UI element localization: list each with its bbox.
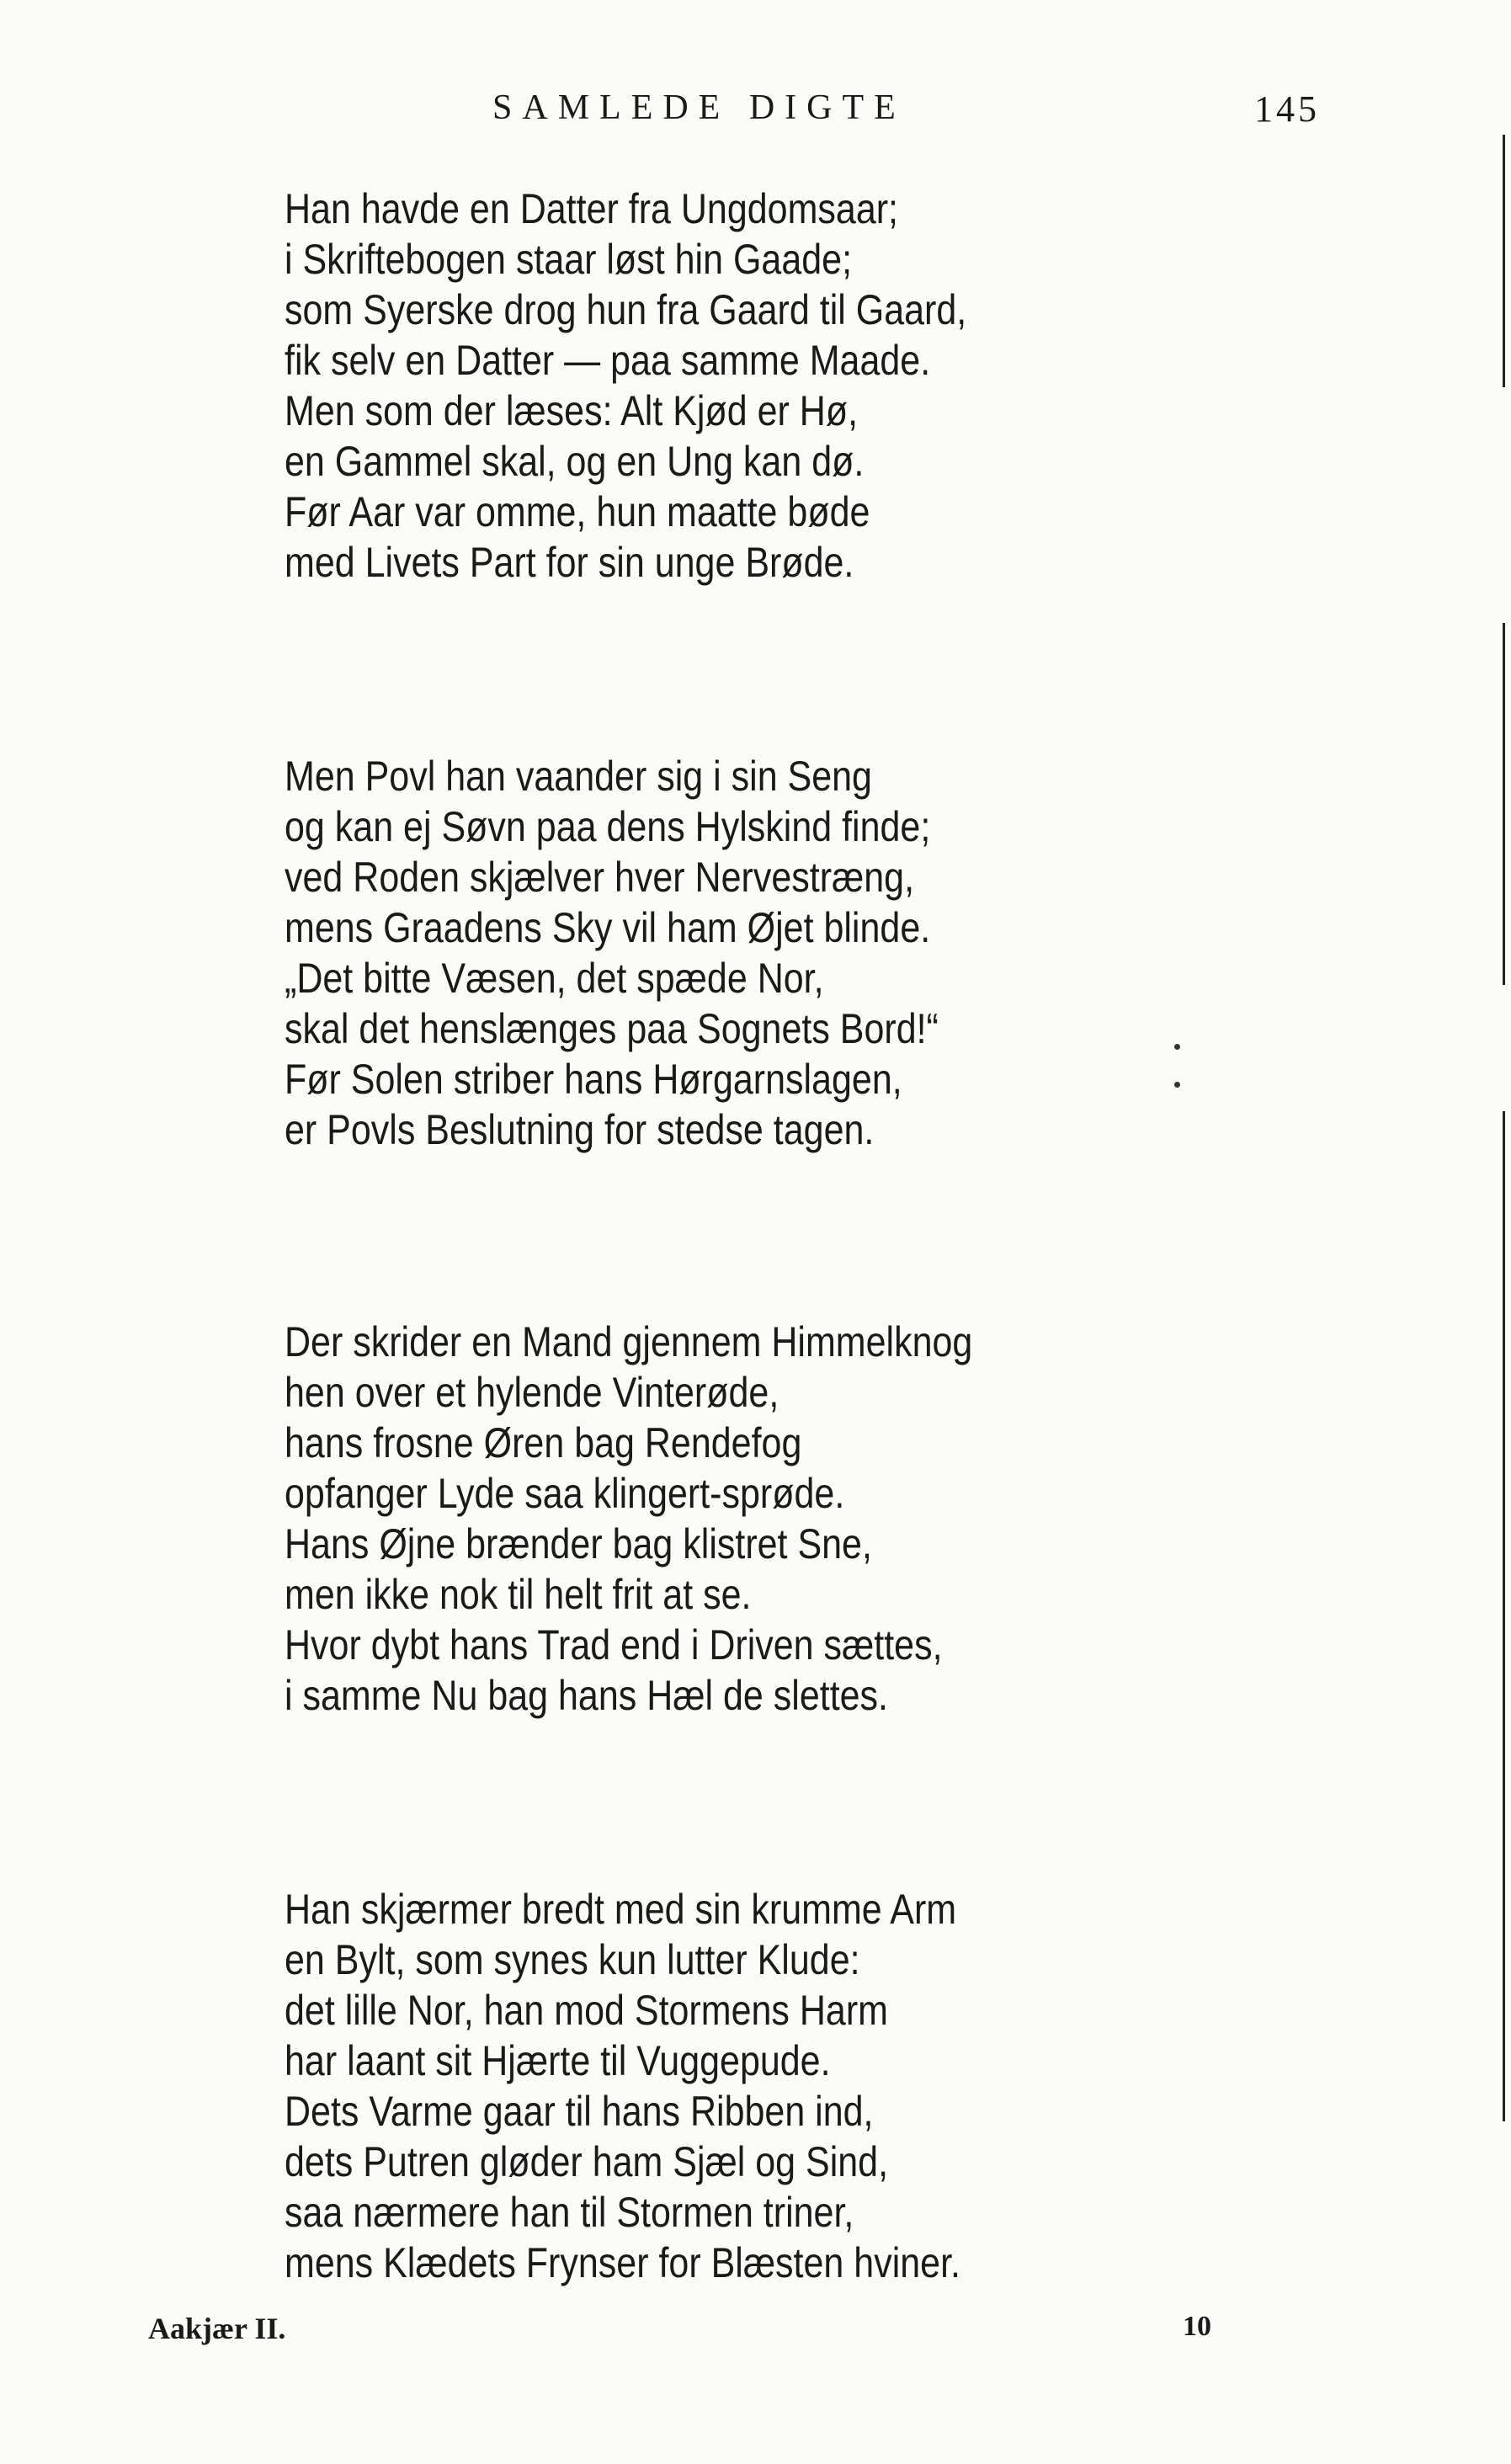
poem-line: mens Graadens Sky vil ham Øjet blinde. <box>285 904 931 951</box>
ink-speck <box>1174 1044 1180 1050</box>
page-number: 145 <box>1254 88 1320 130</box>
poem-line: Han havde en Datter fra Ungdomsaar; <box>285 185 899 232</box>
poem-line: har laant sit Hjærte til Vuggepude. <box>285 2037 831 2084</box>
poem-line: en Bylt, som synes kun lutter Klude: <box>285 1936 860 1983</box>
poem-line: og kan ej Søvn paa dens Hylskind finde; <box>285 803 931 850</box>
running-title: SAMLEDE DIGTE <box>492 88 906 127</box>
stanza-4 <box>285 1884 1210 2288</box>
poem-line: med Livets Part for sin unge Brøde. <box>285 539 854 586</box>
poem-line: en Gammel skal, og en Ung kan dø. <box>285 438 865 485</box>
poem-line: Før Solen striber hans Hørgarnslagen, <box>285 1056 902 1103</box>
poem-line: Men Povl han vaander sig i sin Seng <box>285 753 872 800</box>
poem-line: saa nærmere han til Stormen triner, <box>285 2189 854 2236</box>
poem-line: fik selv en Datter — paa samme Maade. <box>285 337 931 384</box>
signature-mark: Aakjær II. <box>148 2312 286 2345</box>
poem-line: „Det bitte Væsen, det spæde Nor, <box>285 955 824 1002</box>
poem-line: Før Aar var omme, hun maatte bøde <box>285 488 870 535</box>
sheet-number: 10 <box>1183 2311 1211 2342</box>
stanza-1 <box>285 184 1210 588</box>
poem-line: Der skrider en Mand gjennem Himmelknog <box>285 1318 973 1365</box>
poem-line: hen over et hylende Vinterøde, <box>285 1369 779 1416</box>
poem-line: opfanger Lyde saa klingert-sprøde. <box>285 1470 845 1517</box>
poem-line: Hvor dybt hans Trad end i Driven sættes, <box>285 1621 943 1668</box>
poem-line: som Syerske drog hun fra Gaard til Gaard, <box>285 286 967 333</box>
ink-speck <box>1174 1082 1180 1088</box>
scan-edge-line <box>1503 623 1505 985</box>
poem-line: Han skjærmer bredt med sin krumme Arm <box>285 1886 957 1933</box>
poem-line: skal det henslænges paa Sognets Bord!“ <box>285 1005 939 1052</box>
poem-line: ved Roden skjælver hver Nervestræng, <box>285 854 915 901</box>
poem-line: i samme Nu bag hans Hæl de slettes. <box>285 1672 888 1719</box>
poem-line: Hans Øjne brænder bag klistret Sne, <box>285 1520 872 1567</box>
poem-line: Dets Varme gaar til hans Ribben ind, <box>285 2088 874 2135</box>
poem-line: i Skriftebogen staar løst hin Gaade; <box>285 236 853 283</box>
poem-line: men ikke nok til helt frit at se. <box>285 1571 752 1618</box>
poem-line: det lille Nor, han mod Stormens Harm <box>285 1987 888 2034</box>
poem-line: dets Putren gløder ham Sjæl og Sind, <box>285 2138 889 2185</box>
scan-edge-line <box>1503 135 1505 387</box>
poem-line: hans frosne Øren bag Rendefog <box>285 1419 802 1466</box>
stanza-2 <box>285 751 1210 1155</box>
poem-line: mens Klædets Frynser for Blæsten hviner. <box>285 2239 960 2286</box>
poem-line: Men som der læses: Alt Kjød er Hø, <box>285 387 859 434</box>
poem-line: er Povls Beslutning for stedse tagen. <box>285 1106 875 1153</box>
stanza-3 <box>285 1317 1210 1721</box>
scan-edge-line <box>1503 1111 1505 2121</box>
